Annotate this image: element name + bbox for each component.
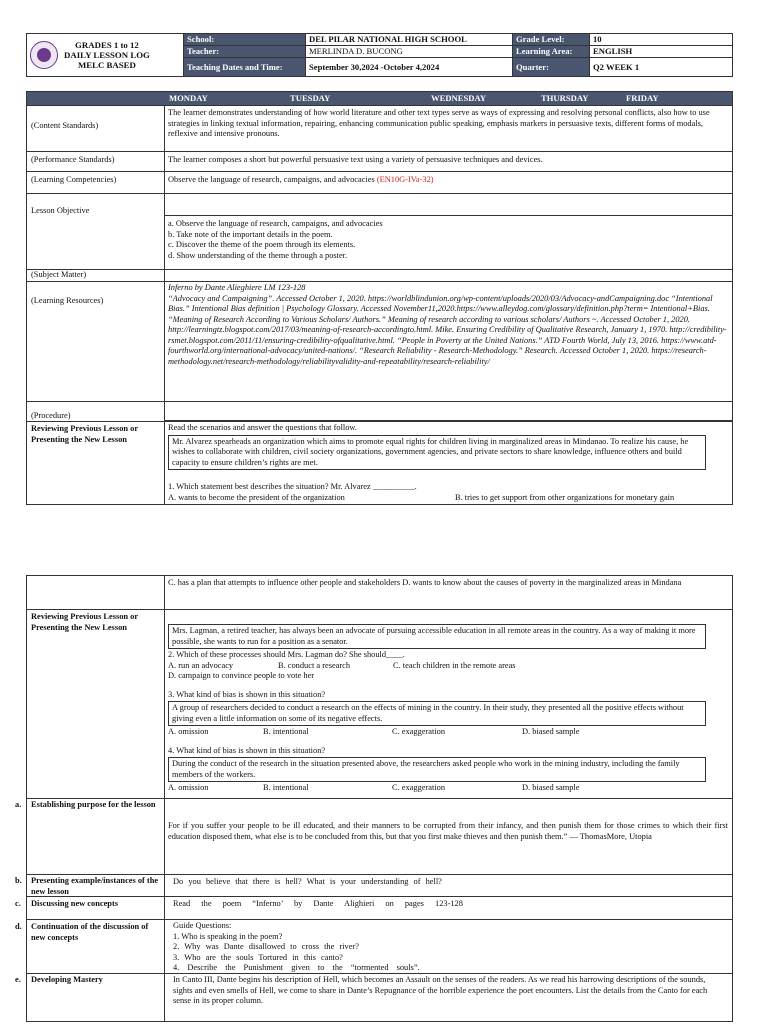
area-label: Learning Area: [513, 46, 590, 58]
q2-option-c: C. teach children in the remote areas [393, 660, 516, 670]
grade-value: 10 [590, 34, 733, 46]
dates-value: September 30,2024 -October 4,2024 [306, 58, 513, 77]
q4-option-b: B. intentional [263, 783, 309, 792]
area-value: ENGLISH [590, 46, 733, 58]
guide-item: 3. Who are the souls Tortured in this canto? [173, 952, 343, 962]
quarter-label: Quarter: [513, 58, 590, 77]
mastery-label: e. Developing Mastery [15, 975, 103, 984]
reviewing-2-content [164, 622, 732, 795]
reviewing-label: Reviewing Previous Lesson or Presenting the New Lesson [31, 424, 138, 444]
q2-option-d: D. campaign to convince people to vote her [168, 671, 315, 680]
continuation-letter: d. [15, 922, 22, 931]
question-1: 1. Which statement best describes the situation? Mr. Alvarez __________. [168, 482, 417, 491]
examples-letter: b. [15, 876, 22, 885]
header-table [26, 33, 733, 77]
q3-option-b: B. intentional [263, 727, 309, 736]
guide-item: 1. Who is speaking in the poem? [173, 931, 283, 941]
objective-item: d. Show understanding of the theme through a poster. [168, 250, 348, 260]
examples-label: b. Presenting example/instances of the new lesson [15, 876, 159, 896]
competencies-label: (Learning Competencies) [31, 175, 117, 184]
scenario-1-box: Mr. Alvarez spearheads an organization which aims to promote equal rights for children living in marginalized areas in Mindanao. To realize his cause, he wishes to collaborate with children, civil society organizations, government agencies, and private sectors to share knowledge, influence others and build capacity to ensure children’s rights are met. [168, 435, 706, 471]
q4-option-a: A. omission [168, 783, 209, 792]
objective-item: a. Observe the language of research, campaigns, and advocacies [168, 219, 383, 228]
q1-option-cd: C. has a plan that attempts to influence other people and stakeholders D. wants to know about the causes of poverty in the marginalized areas in Mindana [168, 578, 682, 587]
reviewing-content [164, 422, 732, 504]
guide-item: 2. Why was Dante disallowed to cross the river? [173, 942, 359, 951]
question-2-options [168, 661, 728, 672]
question-4: 4. What kind of bias is shown in this situation? [168, 745, 326, 755]
question-1-options [168, 493, 728, 504]
reviewing-2-label: Reviewing Previous Lesson or Presenting the New Lesson [31, 612, 138, 632]
scenario-2-box: Mrs. Lagman, a retired teacher, has always been an advocate of pursuing accessible education in all remote areas in the country. As a way of making it more possible, she wants to run for a position as a senator. [168, 624, 706, 649]
mastery-text: In Canto III, Dante begins his description of Hell, which becomes an Assault on the senses of the readers. As we read his harrowing descriptions of the sounds, sights and even smells of Hell, we come to share in Dante’s Repugnance of the horrible experience the poet encounters. List the details from the Canto for each sense in its proper column. [173, 975, 708, 1005]
quarter-value: Q2 WEEK 1 [590, 58, 733, 77]
examples-text: Do you believe that there is hell? What is your understanding of hell? [173, 877, 442, 886]
q2-option-a: A. run an advocacy [168, 660, 234, 670]
q4-option-d: D. biased sample [522, 783, 580, 792]
performance-standards-text: The learner composes a short but powerful persuasive text using a variety of persuasive techniques and devices. [168, 155, 543, 164]
lesson-table-page1 [26, 91, 733, 505]
question-2: 2. Which of these processes should Mrs. Lagman do? She should____. [168, 650, 405, 659]
purpose-letter: a. [15, 800, 22, 809]
concepts-letter: c. [15, 899, 21, 908]
objective-item: b. Take note of the important details in the poem. [168, 229, 333, 239]
school-label: School: [184, 34, 306, 46]
day-friday: FRIDAY [626, 93, 659, 103]
continuation-label: d. Continuation of the discussion of new concepts [15, 922, 149, 942]
guide-item: 4. Describe the Punishment given to the “tormented souls”. [173, 963, 420, 972]
q1-option-b: B. tries to get support from other organizations for monetary gain [455, 492, 675, 502]
content-standards-text: The learner demonstrates understanding of how world literature and other text types serve as ways of expressing and resolving personal conflicts, also how to use strategies in linking textual information, repairing, enhancing communication public speaking, emphasis markers in persuasive texts, different forms of modals, reflexive and intensive pronouns. [168, 108, 710, 138]
q3-option-c: C. exaggeration [392, 727, 446, 736]
purpose-quote: For if you suffer your people to be ill educated, and their manners to be corrupted from their infancy, and then punish them for those crimes to which their first education disposed them, what else is to be concluded from this, but that you first make thieves and then punish them.” — ThomasMore, Utopia [168, 821, 728, 841]
day-wednesday: WEDNESDAY [431, 93, 487, 103]
question-3: 3. What kind of bias is shown in this situation? [168, 689, 326, 699]
content-standards-label: (Content Standards) [31, 121, 99, 130]
objective-list [164, 218, 732, 262]
objective-item: c. Discover the theme of the poem through its elements. [168, 240, 356, 249]
question-3-options [168, 727, 728, 738]
grade-label: Grade Level: [513, 34, 590, 46]
scenario-4-box: During the conduct of the research in the situation presented above, the researchers asked people who work in the mining industry, including the family members of the workers. [168, 757, 706, 782]
header-logo-cell [27, 34, 184, 77]
day-thursday: THURSDAY [541, 93, 589, 103]
teacher-label: Teacher: [184, 46, 306, 58]
purpose-label: a. Establishing purpose for the lesson [15, 800, 156, 809]
q2-option-b: B. conduct a research [278, 660, 351, 670]
q3-option-d: D. biased sample [522, 727, 580, 736]
guide-heading: Guide Questions: [173, 921, 232, 930]
lesson-table-page2 [15, 575, 733, 1022]
objective-label: Lesson Objective [31, 206, 90, 215]
school-value: DEL PILAR NATIONAL HIGH SCHOOL [306, 34, 513, 46]
q4-option-c: C. exaggeration [392, 783, 446, 792]
day-monday: MONDAY [169, 93, 208, 103]
competency-code: (EN10G-IVa-32) [376, 175, 434, 184]
guide-questions [169, 920, 729, 975]
question-4-options [168, 783, 728, 794]
resources-text: Inferno by Dante Alieghiere LM 123-128 “Advocacy and Campaigning”. Accessed October 1, 2020. https://worldblindunion.org/wp-content/uploads/2020/03/Advocacy-andCampaigning.doc “Intentional Bias.” Intentional Bias definition | Psychology Glossary. Accessed November11,2020.https://www.alleydog.com/glossary/definition.php?term= Intentional+Bias. “Meaning of Research According to Various Scholars/ Authors.” Meaning of research according to various scholars/ Authors ~. Accessed October 1, 2020. http://learningtz.blogspot.com/2017/03/meaning-of-research-accordingto.html. Mike. Ensuring Credibility of Qualitative Research, January 1, 1970. http://credibility-rsmet.blogspot.com/2011/11/ensuring-credibility-ofqualitative.html. “People in Poverty at the United Nations.” ATD Fourth World, July 13, 2016. https://www.atd-fourthworld.org/international-advocacy/united-nations/. “Research Reliability - Research-Methodology.” Research. Accessed October 1, 2020. https://research-methodology.net/research-methodology/reliabilityvalidity-and-repeatability/research-reliability/ [168, 283, 727, 366]
dll-title: GRADES 1 to 12 DAILY LESSON LOG MELC BASED [64, 39, 150, 71]
resources-label: (Learning Resources) [31, 296, 104, 305]
reviewing-intro: Read the scenarios and answer the questions that follow. [168, 423, 358, 432]
scenario-3-box: A group of researchers decided to conduct a research on the effects of mining in the country. In their study, they presented all the positive effects without giving even a little information on some of its negative effects. [168, 701, 706, 726]
q3-option-a: A. omission [168, 727, 209, 736]
competencies-text: Observe the language of research, campaigns, and advocacies (EN10G-IVa-32) [168, 175, 434, 184]
subject-matter-label: (Subject Matter) [31, 270, 87, 279]
q1-option-a: A. wants to become the president of the organization [168, 492, 345, 502]
dates-label: Teaching Dates and Time: [184, 58, 306, 77]
concepts-text: Read the poem “Inferno’ by Dante Alighieri on pages 123-128 [173, 899, 463, 908]
procedure-label: (Procedure) [31, 411, 71, 420]
deped-seal-icon [30, 41, 58, 69]
concepts-label: c. Discussing new concepts [15, 899, 119, 908]
days-header [27, 92, 732, 105]
performance-standards-label: (Performance Standards) [31, 155, 115, 164]
teacher-value: MERLINDA D. BUCONG [306, 46, 513, 58]
day-tuesday: TUESDAY [290, 93, 331, 103]
mastery-letter: e. [15, 975, 21, 984]
